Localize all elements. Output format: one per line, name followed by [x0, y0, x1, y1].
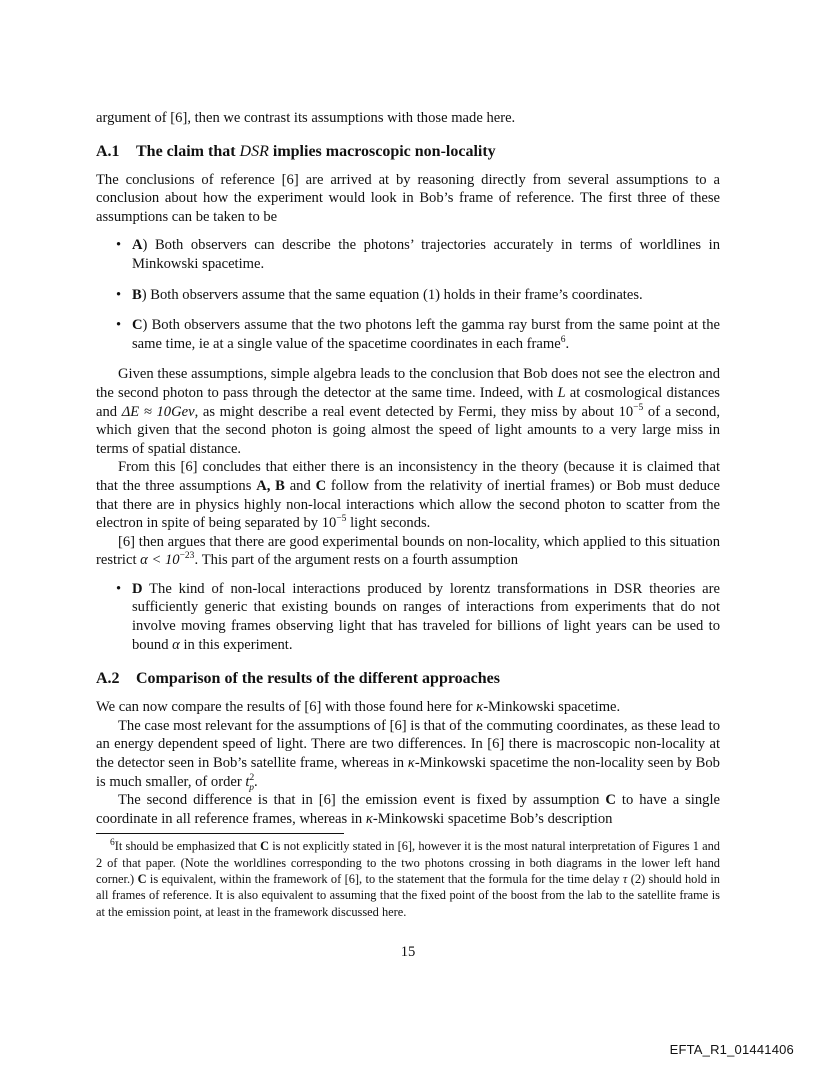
paper-body — [96, 109, 720, 920]
footnote-6: $^6$It should be emphasized that C is not explicitly stated in [6], however it is the most natural interpretation of Figures 1 and 2 of that paper. (Note the worldlines corresponding to the two photons crossing in both diagrams in the lower left hand corner.) C is equivalent, within the framework of [6], to the statement that the formula for the time delay τ (2) should hold in all frames of reference. It is also equivalent to assuming that the fixed point of the boost from the lab to the satellite frame is at the emission point, at least in the framework discussed here. — [96, 838, 721, 919]
section-heading-a1: A.1 The claim that DSR implies macroscopic non-locality — [96, 142, 496, 160]
assumption-list — [96, 236, 720, 353]
intro-paragraph: argument of [6], then we contrast its assumptions with those made here. — [96, 110, 516, 126]
section-heading-a2: A.2 Comparison of the results of the different approaches — [96, 670, 500, 688]
comparison-intro-paragraph: We can now compare the results of [6] with those found here for κ-Minkowski spacetime. — [96, 699, 621, 716]
footnote-divider — [96, 833, 344, 834]
bounds-paragraph: [6] then argues that there are good experimental bounds on non-locality, which applied to this situation restrict $\alpha < 10^{-23}$. This part of the argument rests on a fourth assumption — [96, 533, 720, 569]
second-difference-paragraph: The second difference is that in [6] the emission event is fixed by assumption C to have a single coordinate in all reference frames, whereas in κ-Minkowski spacetime Bob’s description — [96, 792, 720, 827]
document-id: EFTA_R1_01441406 — [669, 1042, 794, 1057]
inconsistency-paragraph: From this [6] concludes that either there is an inconsistency in the theory (because it is claimed that that the three assumptions A, B and C follow from the relativity of inertial frames) or Bob must deduce that there are in physics highly non-local interactions which allow the second photon to scatter from the electron in spite of being separated by $10^{-5}$ light seconds. — [96, 459, 721, 532]
assumption-d: • D The kind of non-local interactions produced by lorentz transformations in DSR theories are sufficiently generic that existing bounds on ranges of interactions from experiments that do not involve moving frames observing light that has traveled for billions of light years can be used to bound α in this experiment. — [116, 580, 720, 653]
assumption-a: • A) Both observers can describe the photons’ trajectories accurately in terms of worldlines in Minkowski spacetime. — [116, 237, 720, 272]
differences-paragraph: The case most relevant for the assumptions of [6] is that of the commuting coordinates, as these lead to an energy dependent speed of light. There are two differences. In [6] there is macroscopic non-locality at the detector seen in Bob’s satellite frame, whereas in κ-Minkowski spacetime the non-locality seen by Bob is much smaller, of order $t^2_p$. — [96, 717, 720, 793]
assumptions-intro-paragraph: The conclusions of reference [6] are arrived at by reasoning directly from several assumptions to a conclusion about how the experiment would look in Bob’s frame of reference. The first three of these assumptions can be taken to be — [96, 171, 720, 225]
assumption-c: • C) Both observers assume that the two photons left the gamma ray burst from the same point at the same time, ie at a single value of the spacetime coordinates in each frame$^6$. — [116, 317, 720, 352]
conclusion-paragraph: Given these assumptions, simple algebra leads to the conclusion that Bob does not see the electron and the second photon to pass through the detector at the same time. Indeed, with L at cosmological distances and ΔE ≈ 10Gev, as might describe a real event detected by Fermi, they miss by about $10^{-5}$ of a second, which given that the second photon is going almost the speed of light amounts to a very large miss in terms of spatial distance. — [96, 366, 720, 457]
footnote-ref: 6 — [560, 334, 566, 345]
assumption-b: • B) Both observers assume that the same equation (1) holds in their frame’s coordinates. — [116, 286, 643, 303]
page-number: 15 — [400, 944, 416, 960]
assumption-list-2 — [96, 580, 720, 654]
